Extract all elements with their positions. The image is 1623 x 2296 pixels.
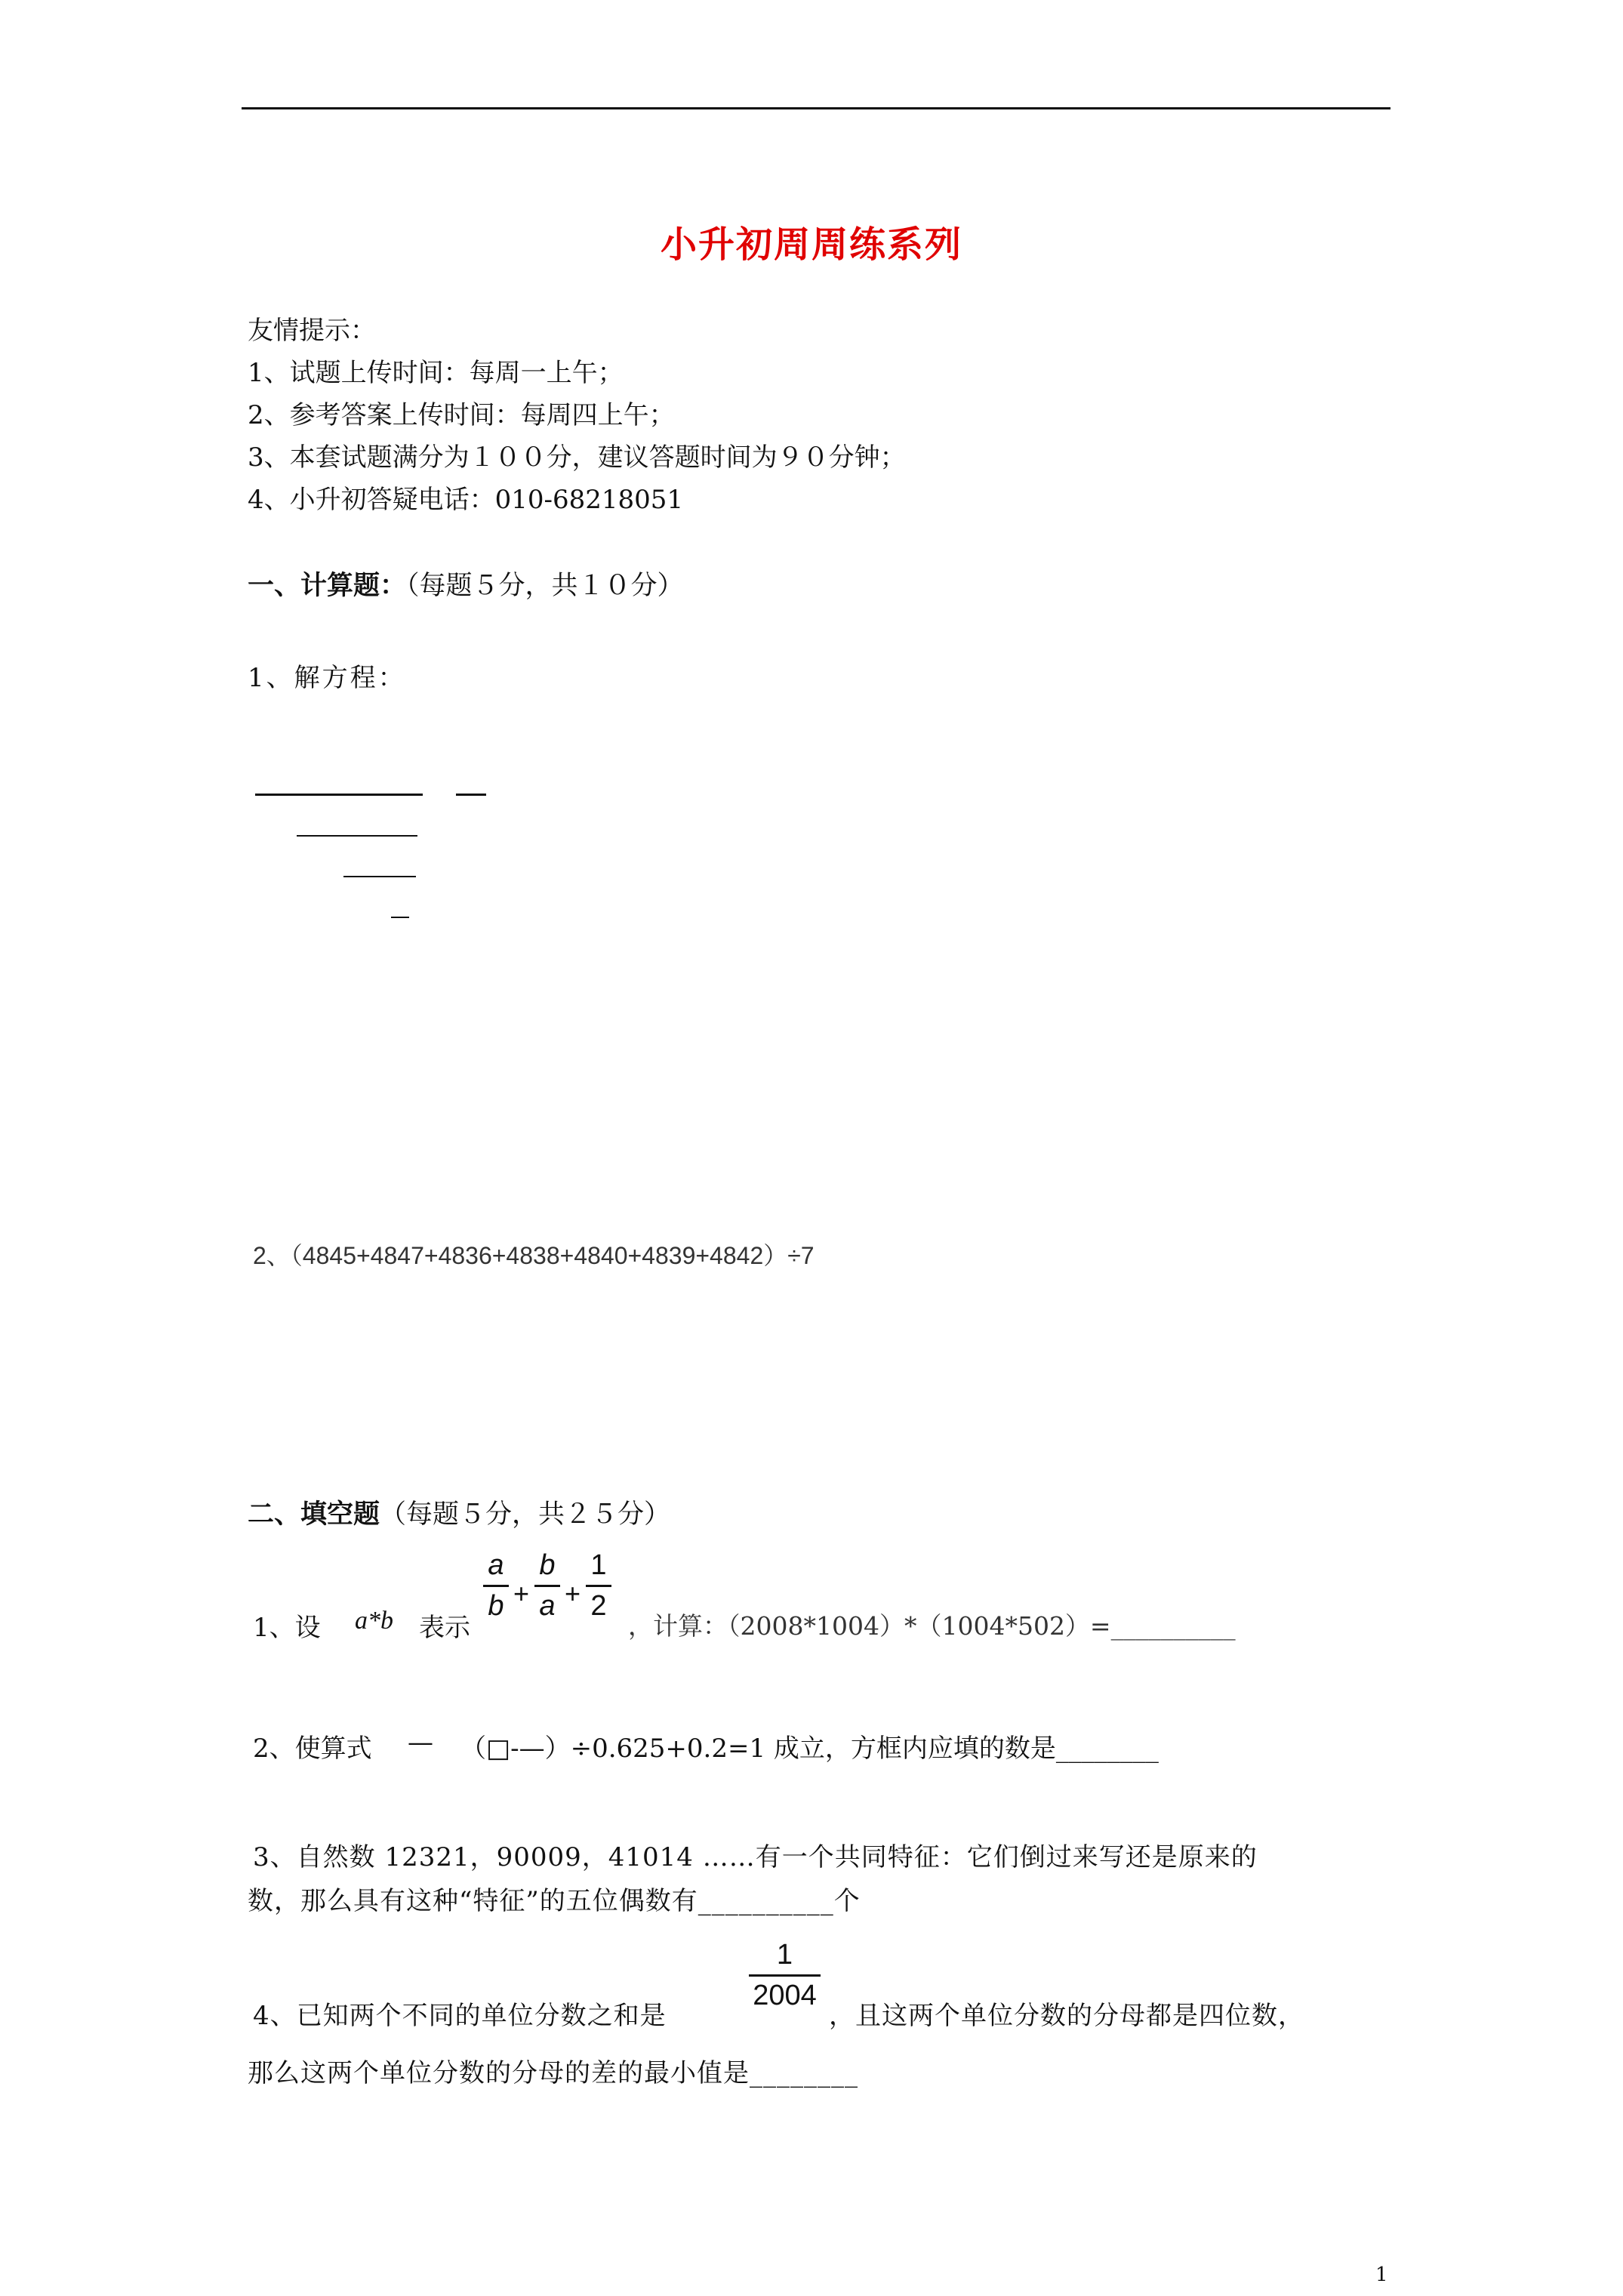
section1-question-1: 1、解方程：	[248, 663, 406, 693]
page-title: 小升初周周练系列	[660, 223, 962, 266]
fraction-denominator: 2	[590, 1590, 607, 1622]
fill-question-1-suffix: ，计算：（2008*1004）*（1004*502）=__________	[628, 1611, 1236, 1641]
section1-note: （每题５分，共１０分）	[406, 571, 684, 601]
plus-sign: +	[565, 1578, 581, 1609]
equation-line	[391, 917, 409, 918]
fill-question-2-prefix: 2、使算式	[253, 1734, 372, 1764]
equation-line	[297, 835, 417, 837]
section2-heading-row	[248, 1493, 670, 1531]
fraction-numerator: b	[539, 1549, 556, 1581]
tip-item: 3、本套试题满分为１００分，建议答题时间为９０分钟；	[248, 442, 906, 473]
fraction-bar	[586, 1585, 611, 1587]
fill-question-1-prefix: 1、设	[253, 1613, 321, 1643]
fraction-bar	[534, 1585, 560, 1587]
fill-question-1-mid: 表示	[419, 1613, 470, 1643]
equation-line	[456, 794, 486, 796]
equation-line	[343, 876, 416, 877]
fraction-denominator: b	[488, 1590, 504, 1622]
fill-question-3-line1: 3、自然数 12321，90009，41014 ……有一个共同特征：它们倒过来写还是原来的	[253, 1842, 1258, 1872]
fraction-1-over-2004	[749, 1939, 821, 2012]
fill-question-4-prefix: 4、已知两个不同的单位分数之和是	[253, 2001, 667, 2031]
fraction-numerator: 1	[776, 1939, 793, 1971]
fraction-numerator: a	[488, 1549, 504, 1581]
section2-heading: 二、填空题	[248, 1499, 380, 1530]
fill-question-2-suffix: （□-—）÷0.625+0.2=1 成立，方框内应填的数是________	[460, 1734, 1159, 1764]
tips-heading: 友情提示：	[248, 316, 376, 346]
fraction-numerator: 1	[590, 1549, 607, 1581]
page-number: 1	[1375, 2264, 1388, 2286]
tip-item: 1、试题上传时间：每周一上午；	[248, 358, 624, 388]
header-rule	[242, 107, 1390, 109]
fraction-one-half	[586, 1549, 611, 1623]
section1-heading-row	[248, 565, 684, 603]
fraction-denominator: a	[539, 1590, 556, 1622]
fraction-bar	[483, 1585, 509, 1587]
fill-question-1-expr: a*b	[355, 1607, 393, 1635]
fill-question-4-line2: 那么这两个单位分数的分母的差的最小值是________	[248, 2058, 858, 2088]
section1-heading: 一、计算题：	[248, 570, 407, 601]
section1-question-2: 2、（4845+4847+4836+4838+4840+4839+4842）÷7	[253, 1242, 815, 1269]
fraction-bar	[749, 1974, 821, 1977]
fill-question-3-line2: 数，那么具有这种“特征”的五位偶数有__________个	[248, 1886, 861, 1916]
tip-item: 2、参考答案上传时间：每周四上午；	[248, 400, 675, 430]
plus-sign: +	[513, 1578, 530, 1609]
tip-item: 4、小升初答疑电话：010-68218051	[248, 485, 684, 515]
fill-question-4-suffix: ，且这两个单位分数的分母都是四位数，	[829, 2001, 1304, 2031]
fraction-a-over-b	[483, 1549, 509, 1623]
fill-question-2-dash: —	[408, 1727, 433, 1758]
fraction-denominator: 2004	[753, 1980, 817, 2011]
section2-note: （每题５分，共２５分）	[380, 1499, 671, 1530]
fraction-b-over-a	[534, 1549, 560, 1623]
equation-line	[255, 794, 423, 796]
